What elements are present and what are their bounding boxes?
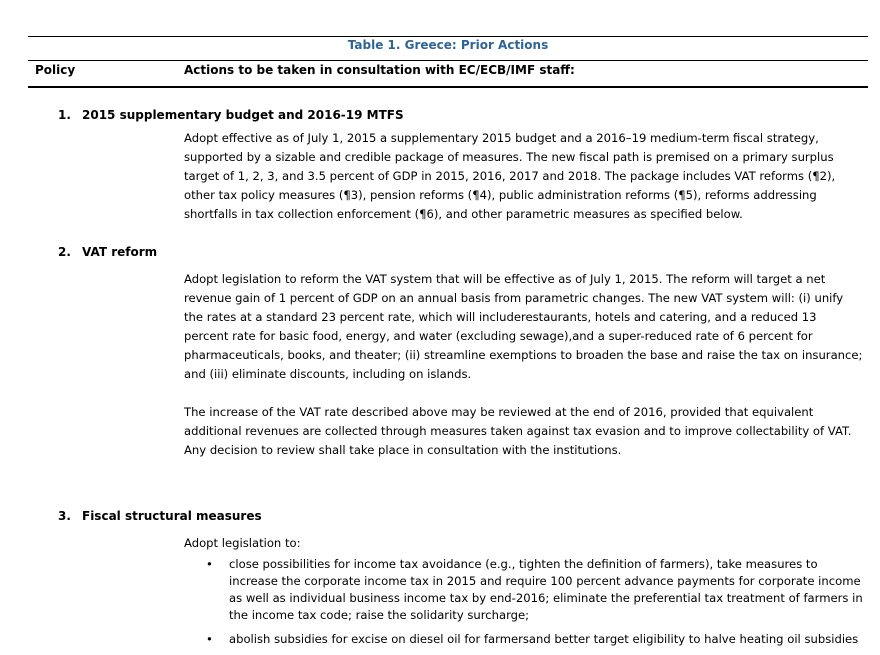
list-item — [184, 631, 864, 648]
section-title: VAT reform — [82, 245, 158, 259]
section-3-intro: Adopt legislation to: — [184, 536, 301, 550]
table-title: Table 1. Greece: Prior Actions — [347, 38, 549, 52]
header-rule — [28, 60, 868, 61]
section-3-bullet-list — [184, 556, 864, 655]
column-header-policy: Policy — [35, 63, 76, 77]
section-2-paragraph-2: The increase of the VAT rate described above may be reviewed at the end of 2016, provided that equivalent additional revenues are collected through measures taken against tax evasion and to improve collectability of VAT. Any decision to review shall take place in consultation with the institutions. — [184, 405, 852, 457]
section-number: 2. — [58, 245, 71, 259]
table-top-rule — [28, 36, 868, 37]
section-title: Fiscal structural measures — [82, 509, 262, 523]
section-1-heading — [58, 108, 404, 122]
section-2-paragraph-1: Adopt legislation to reform the VAT system that will be effective as of July 1, 2015. The reform will target a net revenue gain of 1 percent of GDP on an annual basis from parametric changes. The new VAT system will: (i) unify the rates at a standard 23 percent rate, which will includerestaurants, hotels and catering, and a reduced 13 percent rate for basic food, energy, and water (excluding sewage),and a super-reduced rate of 6 percent for pharmaceuticals, books, and theater; (ii) streamline exemptions to broaden the base and raise the tax on insurance; and (iii) eliminate discounts, including on islands. — [184, 272, 863, 381]
column-header-actions: Actions to be taken in consultation with EC/ECB/IMF staff: — [184, 63, 575, 77]
list-item — [184, 556, 864, 624]
section-1-paragraph: Adopt effective as of July 1, 2015 a supplementary 2015 budget and a 2016–19 medium-term fiscal strategy, supported by a sizable and credible package of measures. The new fiscal path is premised on a primary surplus target of 1, 2, 3, and 3.5 percent of GDP in 2015, 2016, 2017 and 2018. The package includes VAT reforms (¶2), other tax policy measures (¶3), pension reforms (¶4), public administration reforms (¶5), reforms addressing shortfalls in tax collection enforcement (¶6), and other parametric measures as specified below. — [184, 131, 836, 221]
bullet-icon: • — [206, 557, 213, 571]
bullet-icon: • — [206, 632, 213, 646]
list-item-text: close possibilities for income tax avoidance (e.g., tighten the definition of farmers), take measures to increase the corporate income tax in 2015 and require 100 percent advance payments for corporate income as well as individual business income tax by end-2016; eliminate the preferential tax treatment of farmers in the income tax code; raise the solidarity surcharge; — [229, 557, 863, 622]
list-item-text: abolish subsidies for excise on diesel oil for farmersand better target eligibility to halve heating oil subsidies — [229, 632, 859, 646]
section-2-heading — [58, 245, 157, 259]
section-number: 3. — [58, 509, 71, 523]
section-title: 2015 supplementary budget and 2016-19 MTFS — [82, 108, 404, 122]
section-number: 1. — [58, 108, 71, 122]
section-3-heading — [58, 509, 262, 523]
header-bottom-rule — [28, 86, 868, 88]
